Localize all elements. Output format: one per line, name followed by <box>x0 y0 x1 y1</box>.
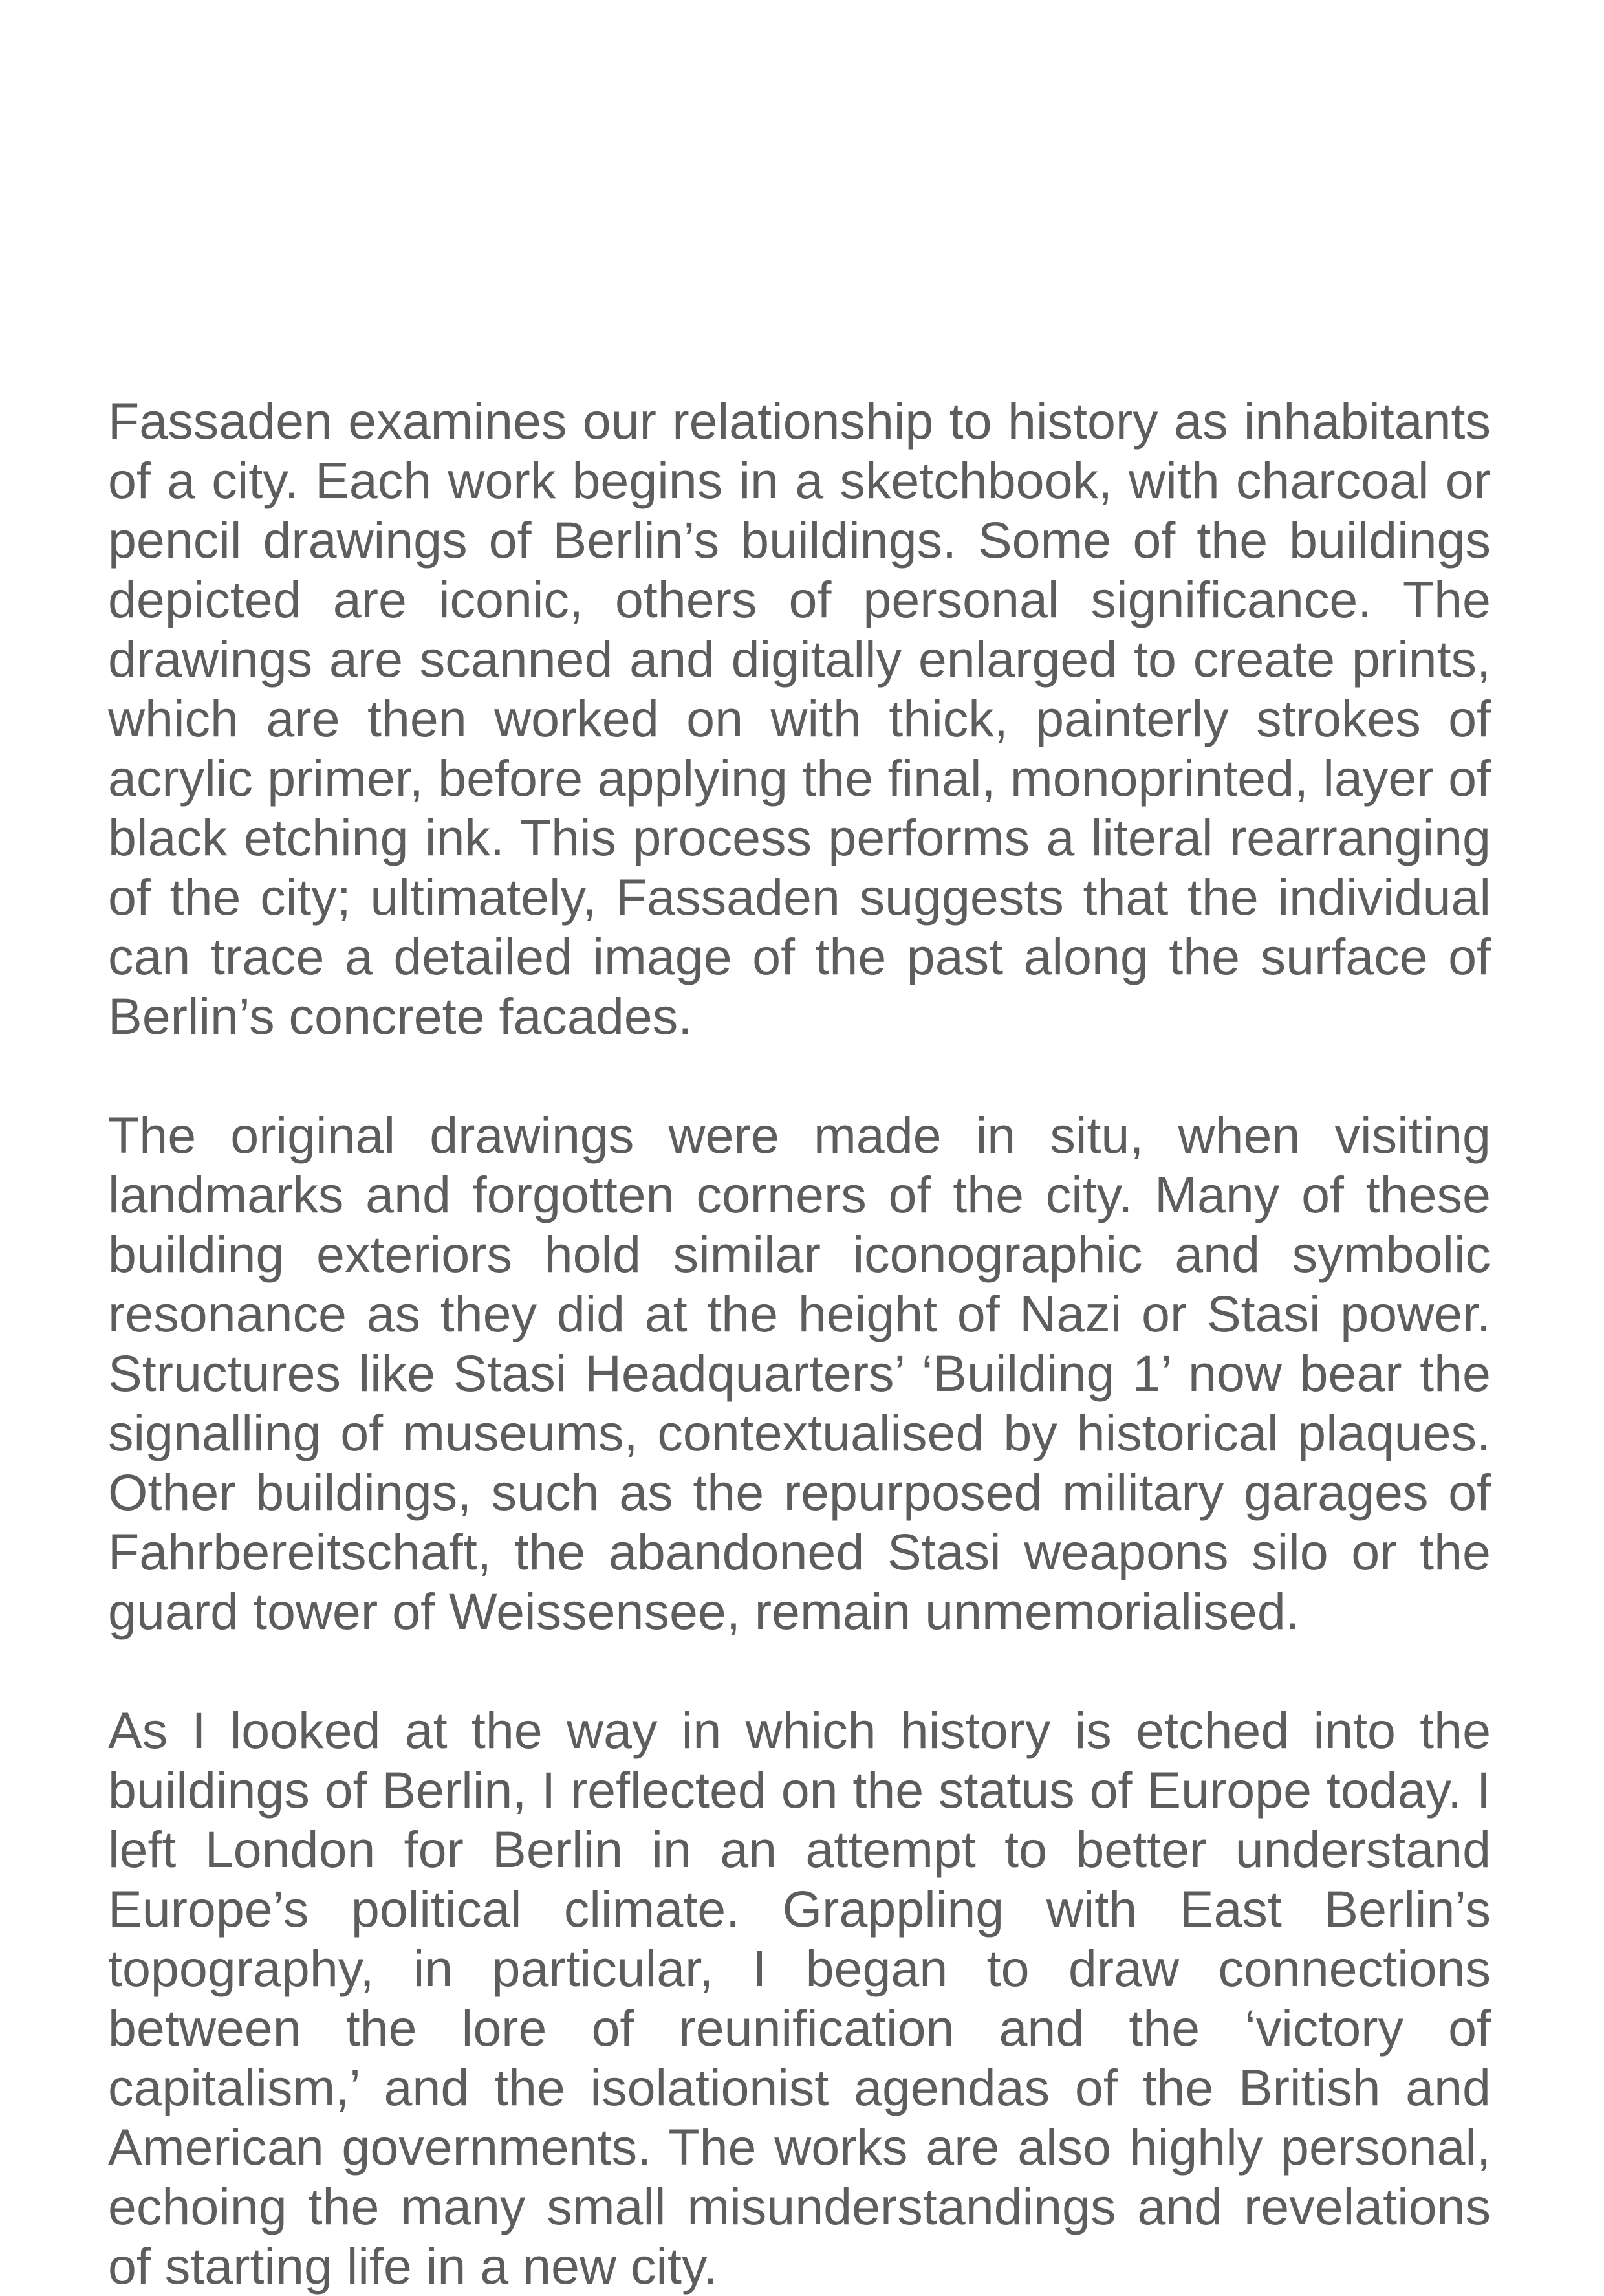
body-text <box>108 391 1491 2296</box>
paragraph-intro: Fassaden examines our relationship to history as inhabitants of a city. Each work begins in a sketchbook, with charcoal or pencil drawings of Berlin’s buildings. Some of the buildings depicted are iconic, others of personal significance. The drawings are scanned and digitally enlarged to create prints, which are then worked on with thick, painterly strokes of acrylic primer, before applying the final, monoprinted, layer of black etching ink. This process performs a literal rearranging of the city; ultimately, Fassaden suggests that the individual can trace a detailed image of the past along the surface of Berlin’s concrete facades. <box>108 392 1491 1045</box>
paragraph-drawings: The original drawings were made in situ, when visiting landmarks and forgotten corners of the city. Many of these building exteriors hold similar iconographic and symbolic resonance as they did at the height of Nazi or Stasi power. Structures like Stasi Headquarters’ ‘Building 1’ now bear the signalling of museums, contextualised by historical plaques. Other buildings, such as the repurposed military garages of Fahrbereitschaft, the abandoned Stasi weapons silo or the guard tower of Weissensee, remain unmemorialised. <box>108 1106 1491 1640</box>
paragraph-reflection: As I looked at the way in which history is etched into the buildings of Berlin, I reflected on the status of Europe today. I left London for Berlin in an attempt to better understand Europe’s political climate. Grappling with East Berlin’s topography, in particular, I began to draw connections between the lore of reunification and the ‘victory of capitalism,’ and the isolationist agendas of the British and American governments. The works are also highly personal, echoing the many small misunderstandings and revelations of starting life in a new city. <box>108 1701 1491 2295</box>
